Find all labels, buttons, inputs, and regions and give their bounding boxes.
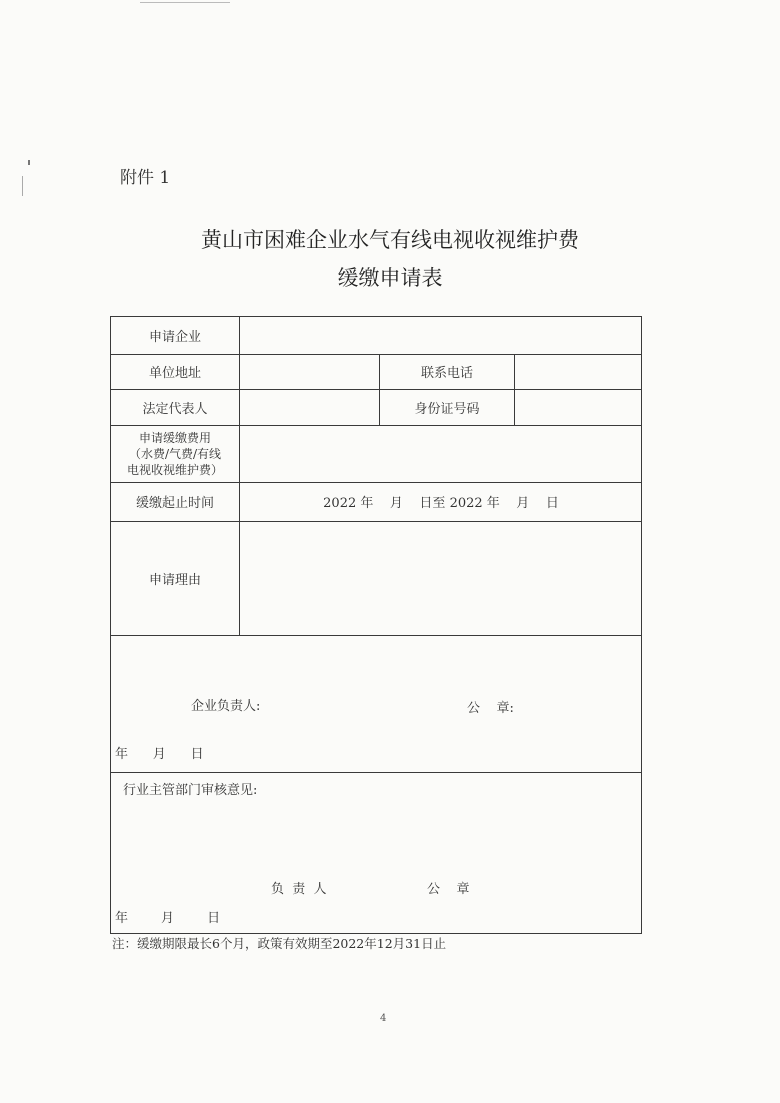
applicant-label: 申请企业 <box>148 330 201 345</box>
application-form-table <box>110 316 642 934</box>
deferral-fee-label-line1: 申请缓缴费用 <box>138 430 211 445</box>
period-label: 缓缴起止时间 <box>135 496 214 511</box>
row-divider <box>111 635 641 636</box>
applicant-input[interactable] <box>240 317 642 354</box>
dept-seal-label: 公 章 <box>427 882 470 897</box>
attachment-label: 附件 1 <box>120 168 171 188</box>
company-head-label: 企业负责人: <box>191 699 261 714</box>
company-seal-label: 公 章: <box>467 701 514 716</box>
legal-rep-input[interactable] <box>240 389 379 425</box>
scan-speck <box>22 176 23 196</box>
footnote: 注：缓缴期限最长6个月，政策有效期至2022年12月31日止 <box>112 936 447 951</box>
period-value[interactable]: 2022 年 月 日至 2022 年 月 日 <box>323 496 559 511</box>
company-date: 年 月 日 <box>115 747 204 762</box>
deferral-fee-label-line2: （水费/气费/有线 <box>128 446 222 461</box>
reason-label: 申请理由 <box>148 572 201 588</box>
scan-speck <box>28 160 30 165</box>
title-line-2: 缓缴申请表 <box>337 266 443 290</box>
deferral-fee-label <box>111 425 239 482</box>
dept-head-label: 负 责 人 <box>271 882 327 897</box>
address-input[interactable] <box>240 354 379 389</box>
deferral-fee-input[interactable] <box>240 425 642 482</box>
id-number-input[interactable] <box>515 389 642 425</box>
phone-input[interactable] <box>515 354 642 389</box>
page-number: 4 <box>380 1013 387 1024</box>
row-divider <box>111 772 641 773</box>
phone-label: 联系电话 <box>420 366 473 381</box>
reason-input[interactable] <box>240 521 642 635</box>
deferral-fee-label-line3: 电视收视维护费） <box>126 462 223 477</box>
address-label: 单位地址 <box>148 366 201 381</box>
dept-opinion-label: 行业主管部门审核意见: <box>123 783 258 798</box>
dept-date: 年 月 日 <box>115 911 221 926</box>
legal-rep-label: 法定代表人 <box>142 401 208 417</box>
id-number-label: 身份证号码 <box>414 401 480 417</box>
title-line-1: 黄山市困难企业水气有线电视收视维护费 <box>201 228 579 252</box>
scan-speck <box>140 2 230 3</box>
